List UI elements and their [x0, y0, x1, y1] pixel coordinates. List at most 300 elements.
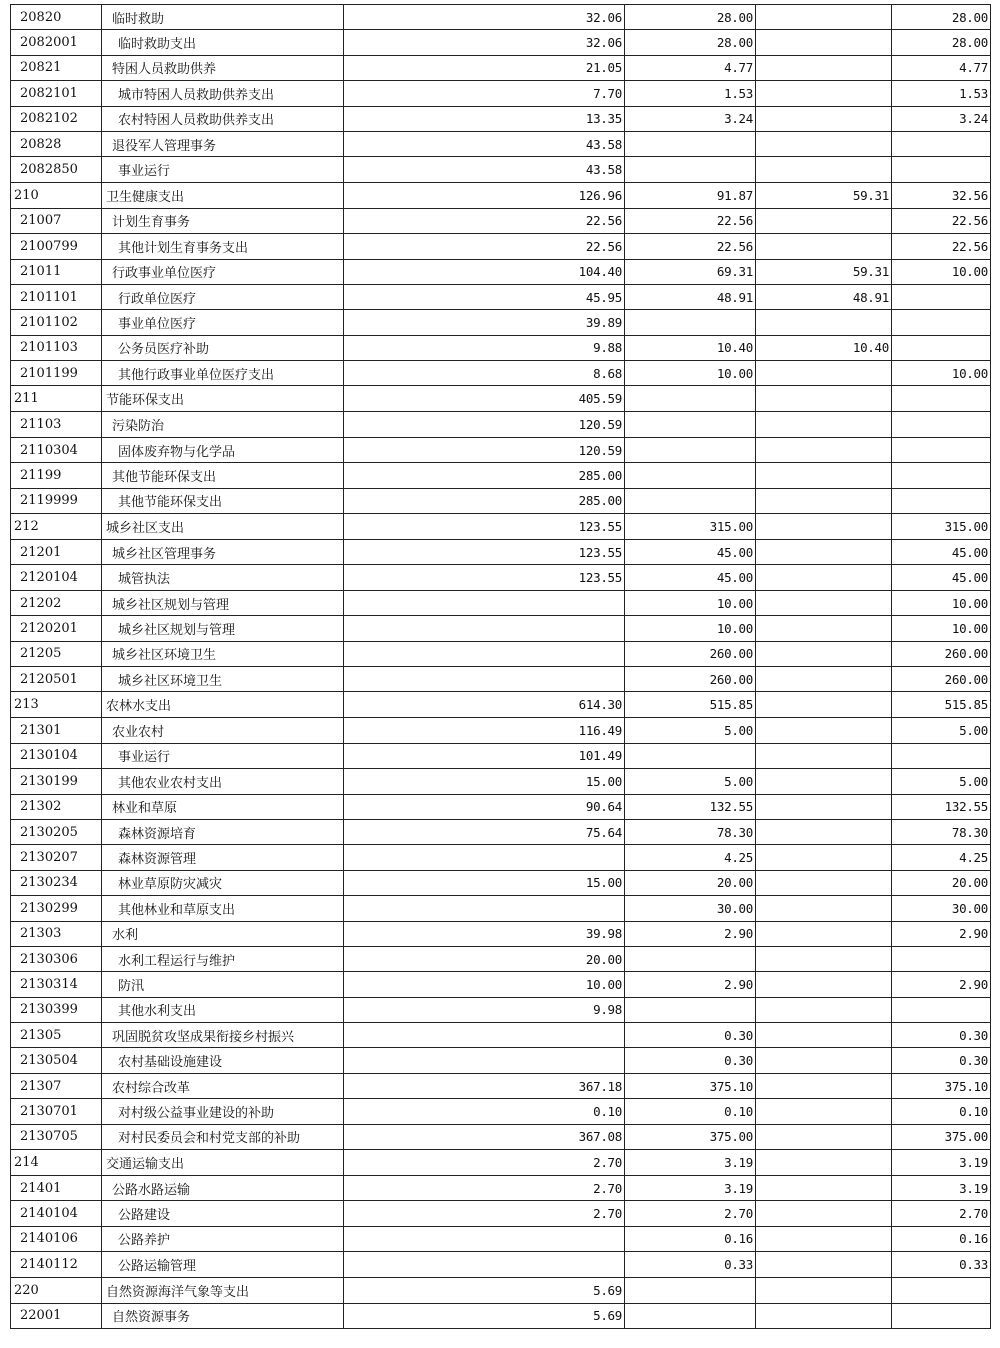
prior-year-actual-cell: 22.56: [344, 208, 625, 233]
basic-expenditure-cell: [756, 5, 892, 30]
prior-year-actual-cell: [344, 1252, 625, 1277]
table-row: [11, 106, 991, 131]
prior-year-actual-cell: 123.55: [344, 514, 625, 540]
account-name-cell: 城乡社区环境卫生: [102, 641, 344, 666]
account-name-cell: 森林资源培育: [102, 819, 344, 844]
table-row: [11, 794, 991, 819]
project-expenditure-cell: 375.00: [892, 1124, 991, 1149]
prior-year-actual-cell: [344, 641, 625, 666]
table-row: [11, 234, 991, 259]
project-expenditure-cell: 2.70: [892, 1201, 991, 1226]
table-row: [11, 921, 991, 946]
project-expenditure-cell: 315.00: [892, 514, 991, 540]
project-expenditure-cell: 22.56: [892, 234, 991, 259]
prior-year-actual-cell: 7.70: [344, 81, 625, 106]
basic-expenditure-cell: [756, 310, 892, 335]
table-row: [11, 514, 991, 540]
table-row: [11, 972, 991, 997]
table-row: [11, 488, 991, 513]
total-cell: 0.16: [625, 1226, 756, 1251]
total-cell: [625, 743, 756, 768]
basic-expenditure-cell: [756, 997, 892, 1022]
account-code-cell: 21401: [11, 1176, 102, 1201]
account-name-cell: 节能环保支出: [102, 386, 344, 412]
project-expenditure-cell: [892, 157, 991, 182]
account-code-cell: 2130399: [11, 997, 102, 1022]
prior-year-actual-cell: 39.98: [344, 921, 625, 946]
table-row: [11, 361, 991, 386]
table-row: [11, 1124, 991, 1149]
total-cell: 1.53: [625, 81, 756, 106]
total-cell: 2.70: [625, 1201, 756, 1226]
account-name-cell: 其他计划生育事务支出: [102, 234, 344, 259]
table-row: [11, 1099, 991, 1124]
account-name-cell: 其他节能环保支出: [102, 488, 344, 513]
prior-year-actual-cell: [344, 616, 625, 641]
account-code-cell: 210: [11, 182, 102, 208]
total-cell: 20.00: [625, 870, 756, 895]
budget-table: [10, 4, 991, 1329]
prior-year-actual-cell: 126.96: [344, 182, 625, 208]
project-expenditure-cell: 28.00: [892, 5, 991, 30]
basic-expenditure-cell: [756, 386, 892, 412]
account-name-cell: 城乡社区规划与管理: [102, 590, 344, 615]
basic-expenditure-cell: [756, 870, 892, 895]
total-cell: [625, 997, 756, 1022]
table-row: [11, 641, 991, 666]
account-code-cell: 213: [11, 692, 102, 718]
prior-year-actual-cell: 20.00: [344, 946, 625, 971]
project-expenditure-cell: 45.00: [892, 540, 991, 565]
total-cell: 45.00: [625, 540, 756, 565]
basic-expenditure-cell: [756, 845, 892, 870]
basic-expenditure-cell: [756, 361, 892, 386]
account-name-cell: 城乡社区规划与管理: [102, 616, 344, 641]
account-name-cell: 交通运输支出: [102, 1150, 344, 1176]
account-code-cell: 2082102: [11, 106, 102, 131]
account-name-cell: 公路运输管理: [102, 1252, 344, 1277]
prior-year-actual-cell: 32.06: [344, 30, 625, 55]
project-expenditure-cell: 45.00: [892, 565, 991, 590]
basic-expenditure-cell: [756, 718, 892, 743]
prior-year-actual-cell: 285.00: [344, 488, 625, 513]
account-code-cell: 2130314: [11, 972, 102, 997]
prior-year-actual-cell: 21.05: [344, 55, 625, 80]
table-row: [11, 1252, 991, 1277]
project-expenditure-cell: 3.19: [892, 1150, 991, 1176]
basic-expenditure-cell: [756, 1023, 892, 1048]
account-code-cell: 2130207: [11, 845, 102, 870]
basic-expenditure-cell: [756, 616, 892, 641]
basic-expenditure-cell: [756, 208, 892, 233]
account-code-cell: 2101199: [11, 361, 102, 386]
account-code-cell: 2130104: [11, 743, 102, 768]
account-name-cell: 临时救助支出: [102, 30, 344, 55]
basic-expenditure-cell: 59.31: [756, 182, 892, 208]
total-cell: 315.00: [625, 514, 756, 540]
prior-year-actual-cell: [344, 1023, 625, 1048]
account-code-cell: 21103: [11, 412, 102, 437]
basic-expenditure-cell: 59.31: [756, 259, 892, 284]
prior-year-actual-cell: 405.59: [344, 386, 625, 412]
prior-year-actual-cell: 9.88: [344, 335, 625, 360]
account-code-cell: 22001: [11, 1303, 102, 1328]
table-row: [11, 1303, 991, 1328]
project-expenditure-cell: 515.85: [892, 692, 991, 718]
basic-expenditure-cell: [756, 1252, 892, 1277]
total-cell: 22.56: [625, 208, 756, 233]
prior-year-actual-cell: [344, 896, 625, 921]
basic-expenditure-cell: [756, 81, 892, 106]
account-name-cell: 对村民委员会和村党支部的补助: [102, 1124, 344, 1149]
account-name-cell: 污染防治: [102, 412, 344, 437]
total-cell: [625, 310, 756, 335]
total-cell: 3.19: [625, 1176, 756, 1201]
table-row: [11, 310, 991, 335]
account-name-cell: 卫生健康支出: [102, 182, 344, 208]
table-row: [11, 259, 991, 284]
account-name-cell: 其他农业农村支出: [102, 769, 344, 794]
prior-year-actual-cell: 614.30: [344, 692, 625, 718]
table-row: [11, 1073, 991, 1098]
project-expenditure-cell: [892, 743, 991, 768]
total-cell: 515.85: [625, 692, 756, 718]
account-code-cell: 2101103: [11, 335, 102, 360]
prior-year-actual-cell: 32.06: [344, 5, 625, 30]
account-code-cell: 2130306: [11, 946, 102, 971]
basic-expenditure-cell: [756, 590, 892, 615]
total-cell: 4.77: [625, 55, 756, 80]
table-row: [11, 157, 991, 182]
table-row: [11, 845, 991, 870]
account-name-cell: 城乡社区支出: [102, 514, 344, 540]
basic-expenditure-cell: [756, 412, 892, 437]
account-name-cell: 其他林业和草原支出: [102, 896, 344, 921]
table-row: [11, 666, 991, 691]
project-expenditure-cell: 0.30: [892, 1048, 991, 1073]
basic-expenditure-cell: [756, 514, 892, 540]
account-code-cell: 2130299: [11, 896, 102, 921]
account-name-cell: 农村特困人员救助供养支出: [102, 106, 344, 131]
account-name-cell: 水利工程运行与维护: [102, 946, 344, 971]
account-name-cell: 城市特困人员救助供养支出: [102, 81, 344, 106]
table-row: [11, 1150, 991, 1176]
table-row: [11, 284, 991, 309]
account-code-cell: 20828: [11, 131, 102, 156]
total-cell: [625, 1303, 756, 1328]
total-cell: [625, 488, 756, 513]
account-code-cell: 220: [11, 1277, 102, 1303]
account-code-cell: 21302: [11, 794, 102, 819]
account-name-cell: 行政事业单位医疗: [102, 259, 344, 284]
account-name-cell: 农业农村: [102, 718, 344, 743]
project-expenditure-cell: 3.24: [892, 106, 991, 131]
basic-expenditure-cell: [756, 55, 892, 80]
table-row: [11, 743, 991, 768]
project-expenditure-cell: 4.77: [892, 55, 991, 80]
account-code-cell: 2120501: [11, 666, 102, 691]
table-row: [11, 565, 991, 590]
table-row: [11, 896, 991, 921]
basic-expenditure-cell: [756, 972, 892, 997]
project-expenditure-cell: 2.90: [892, 972, 991, 997]
project-expenditure-cell: 260.00: [892, 666, 991, 691]
basic-expenditure-cell: [756, 1303, 892, 1328]
project-expenditure-cell: [892, 437, 991, 462]
project-expenditure-cell: [892, 946, 991, 971]
basic-expenditure-cell: [756, 1277, 892, 1303]
account-code-cell: 21205: [11, 641, 102, 666]
table-row: [11, 463, 991, 488]
table-row: [11, 208, 991, 233]
prior-year-actual-cell: 10.00: [344, 972, 625, 997]
account-name-cell: 农林水支出: [102, 692, 344, 718]
basic-expenditure-cell: [756, 157, 892, 182]
account-code-cell: 2130234: [11, 870, 102, 895]
total-cell: 2.90: [625, 972, 756, 997]
account-code-cell: 21305: [11, 1023, 102, 1048]
account-code-cell: 2120104: [11, 565, 102, 590]
project-expenditure-cell: 10.00: [892, 259, 991, 284]
account-name-cell: 其他水利支出: [102, 997, 344, 1022]
account-name-cell: 林业和草原: [102, 794, 344, 819]
table-row: [11, 335, 991, 360]
account-name-cell: 事业单位医疗: [102, 310, 344, 335]
prior-year-actual-cell: 5.69: [344, 1303, 625, 1328]
total-cell: 0.10: [625, 1099, 756, 1124]
basic-expenditure-cell: [756, 1201, 892, 1226]
prior-year-actual-cell: 45.95: [344, 284, 625, 309]
basic-expenditure-cell: [756, 946, 892, 971]
prior-year-actual-cell: 104.40: [344, 259, 625, 284]
project-expenditure-cell: [892, 997, 991, 1022]
account-code-cell: 21303: [11, 921, 102, 946]
total-cell: 0.30: [625, 1023, 756, 1048]
account-code-cell: 2130504: [11, 1048, 102, 1073]
project-expenditure-cell: [892, 131, 991, 156]
basic-expenditure-cell: [756, 794, 892, 819]
account-name-cell: 其他行政事业单位医疗支出: [102, 361, 344, 386]
project-expenditure-cell: [892, 335, 991, 360]
basic-expenditure-cell: [756, 540, 892, 565]
total-cell: 78.30: [625, 819, 756, 844]
basic-expenditure-cell: [756, 692, 892, 718]
total-cell: [625, 1277, 756, 1303]
account-code-cell: 21011: [11, 259, 102, 284]
prior-year-actual-cell: 43.58: [344, 157, 625, 182]
account-code-cell: 2082850: [11, 157, 102, 182]
table-row: [11, 182, 991, 208]
prior-year-actual-cell: 43.58: [344, 131, 625, 156]
total-cell: 132.55: [625, 794, 756, 819]
basic-expenditure-cell: [756, 819, 892, 844]
project-expenditure-cell: 5.00: [892, 769, 991, 794]
basic-expenditure-cell: [756, 131, 892, 156]
project-expenditure-cell: 2.90: [892, 921, 991, 946]
account-name-cell: 林业草原防灾减灾: [102, 870, 344, 895]
basic-expenditure-cell: [756, 437, 892, 462]
project-expenditure-cell: [892, 463, 991, 488]
account-code-cell: 21202: [11, 590, 102, 615]
table-row: [11, 1277, 991, 1303]
table-row: [11, 1048, 991, 1073]
account-code-cell: 2119999: [11, 488, 102, 513]
account-name-cell: 临时救助: [102, 5, 344, 30]
project-expenditure-cell: 32.56: [892, 182, 991, 208]
basic-expenditure-cell: [756, 106, 892, 131]
prior-year-actual-cell: 120.59: [344, 412, 625, 437]
account-name-cell: 水利: [102, 921, 344, 946]
prior-year-actual-cell: 75.64: [344, 819, 625, 844]
account-code-cell: 2130205: [11, 819, 102, 844]
account-name-cell: 农村基础设施建设: [102, 1048, 344, 1073]
account-name-cell: 公路建设: [102, 1201, 344, 1226]
prior-year-actual-cell: 9.98: [344, 997, 625, 1022]
account-name-cell: 计划生育事务: [102, 208, 344, 233]
account-code-cell: 2140106: [11, 1226, 102, 1251]
table-row: [11, 412, 991, 437]
total-cell: 5.00: [625, 769, 756, 794]
total-cell: 260.00: [625, 641, 756, 666]
basic-expenditure-cell: [756, 666, 892, 691]
table-row: [11, 30, 991, 55]
account-code-cell: 214: [11, 1150, 102, 1176]
basic-expenditure-cell: [756, 1073, 892, 1098]
project-expenditure-cell: 10.00: [892, 590, 991, 615]
table-row: [11, 1176, 991, 1201]
account-name-cell: 公路水路运输: [102, 1176, 344, 1201]
prior-year-actual-cell: 123.55: [344, 565, 625, 590]
account-code-cell: 2130705: [11, 1124, 102, 1149]
basic-expenditure-cell: [756, 463, 892, 488]
account-name-cell: 退役军人管理事务: [102, 131, 344, 156]
total-cell: [625, 131, 756, 156]
account-code-cell: 20821: [11, 55, 102, 80]
total-cell: 10.00: [625, 361, 756, 386]
prior-year-actual-cell: [344, 1048, 625, 1073]
project-expenditure-cell: 30.00: [892, 896, 991, 921]
total-cell: 0.30: [625, 1048, 756, 1073]
prior-year-actual-cell: 90.64: [344, 794, 625, 819]
total-cell: [625, 386, 756, 412]
project-expenditure-cell: 260.00: [892, 641, 991, 666]
total-cell: 22.56: [625, 234, 756, 259]
account-name-cell: 公路养护: [102, 1226, 344, 1251]
project-expenditure-cell: 132.55: [892, 794, 991, 819]
prior-year-actual-cell: 8.68: [344, 361, 625, 386]
project-expenditure-cell: 10.00: [892, 361, 991, 386]
total-cell: [625, 157, 756, 182]
project-expenditure-cell: 20.00: [892, 870, 991, 895]
prior-year-actual-cell: 5.69: [344, 1277, 625, 1303]
basic-expenditure-cell: 48.91: [756, 284, 892, 309]
prior-year-actual-cell: 120.59: [344, 437, 625, 462]
account-code-cell: 2130199: [11, 769, 102, 794]
account-code-cell: 2130701: [11, 1099, 102, 1124]
account-name-cell: 特困人员救助供养: [102, 55, 344, 80]
project-expenditure-cell: [892, 1277, 991, 1303]
account-code-cell: 2101101: [11, 284, 102, 309]
account-name-cell: 农村综合改革: [102, 1073, 344, 1098]
project-expenditure-cell: 78.30: [892, 819, 991, 844]
project-expenditure-cell: 0.33: [892, 1252, 991, 1277]
prior-year-actual-cell: 22.56: [344, 234, 625, 259]
basic-expenditure-cell: [756, 1048, 892, 1073]
total-cell: 69.31: [625, 259, 756, 284]
project-expenditure-cell: 0.10: [892, 1099, 991, 1124]
account-name-cell: 自然资源海洋气象等支出: [102, 1277, 344, 1303]
account-code-cell: 2110304: [11, 437, 102, 462]
basic-expenditure-cell: [756, 1150, 892, 1176]
table-row: [11, 692, 991, 718]
total-cell: [625, 946, 756, 971]
basic-expenditure-cell: [756, 769, 892, 794]
table-row: [11, 1023, 991, 1048]
total-cell: 10.00: [625, 590, 756, 615]
table-row: [11, 5, 991, 30]
total-cell: [625, 437, 756, 462]
table-row: [11, 769, 991, 794]
account-code-cell: 20820: [11, 5, 102, 30]
account-name-cell: 固体废弃物与化学品: [102, 437, 344, 462]
total-cell: [625, 463, 756, 488]
account-code-cell: 2120201: [11, 616, 102, 641]
prior-year-actual-cell: 116.49: [344, 718, 625, 743]
account-code-cell: 21199: [11, 463, 102, 488]
account-code-cell: 2082101: [11, 81, 102, 106]
table-row: [11, 718, 991, 743]
project-expenditure-cell: 1.53: [892, 81, 991, 106]
prior-year-actual-cell: 367.18: [344, 1073, 625, 1098]
total-cell: 375.10: [625, 1073, 756, 1098]
total-cell: 260.00: [625, 666, 756, 691]
account-name-cell: 其他节能环保支出: [102, 463, 344, 488]
account-name-cell: 对村级公益事业建设的补助: [102, 1099, 344, 1124]
prior-year-actual-cell: 367.08: [344, 1124, 625, 1149]
total-cell: 45.00: [625, 565, 756, 590]
account-code-cell: 211: [11, 386, 102, 412]
prior-year-actual-cell: 15.00: [344, 769, 625, 794]
project-expenditure-cell: 28.00: [892, 30, 991, 55]
project-expenditure-cell: 0.30: [892, 1023, 991, 1048]
total-cell: 28.00: [625, 30, 756, 55]
account-code-cell: 2082001: [11, 30, 102, 55]
account-name-cell: 事业运行: [102, 743, 344, 768]
table-body: [11, 5, 991, 1329]
prior-year-actual-cell: 13.35: [344, 106, 625, 131]
total-cell: 2.90: [625, 921, 756, 946]
project-expenditure-cell: 4.25: [892, 845, 991, 870]
account-code-cell: 21201: [11, 540, 102, 565]
basic-expenditure-cell: 10.40: [756, 335, 892, 360]
prior-year-actual-cell: [344, 666, 625, 691]
basic-expenditure-cell: [756, 488, 892, 513]
total-cell: 10.40: [625, 335, 756, 360]
account-code-cell: 21307: [11, 1073, 102, 1098]
project-expenditure-cell: [892, 1303, 991, 1328]
account-name-cell: 行政单位医疗: [102, 284, 344, 309]
project-expenditure-cell: [892, 284, 991, 309]
table-row: [11, 590, 991, 615]
table-row: [11, 131, 991, 156]
project-expenditure-cell: [892, 488, 991, 513]
total-cell: 375.00: [625, 1124, 756, 1149]
project-expenditure-cell: [892, 412, 991, 437]
prior-year-actual-cell: 123.55: [344, 540, 625, 565]
total-cell: 28.00: [625, 5, 756, 30]
account-code-cell: 2140112: [11, 1252, 102, 1277]
basic-expenditure-cell: [756, 896, 892, 921]
